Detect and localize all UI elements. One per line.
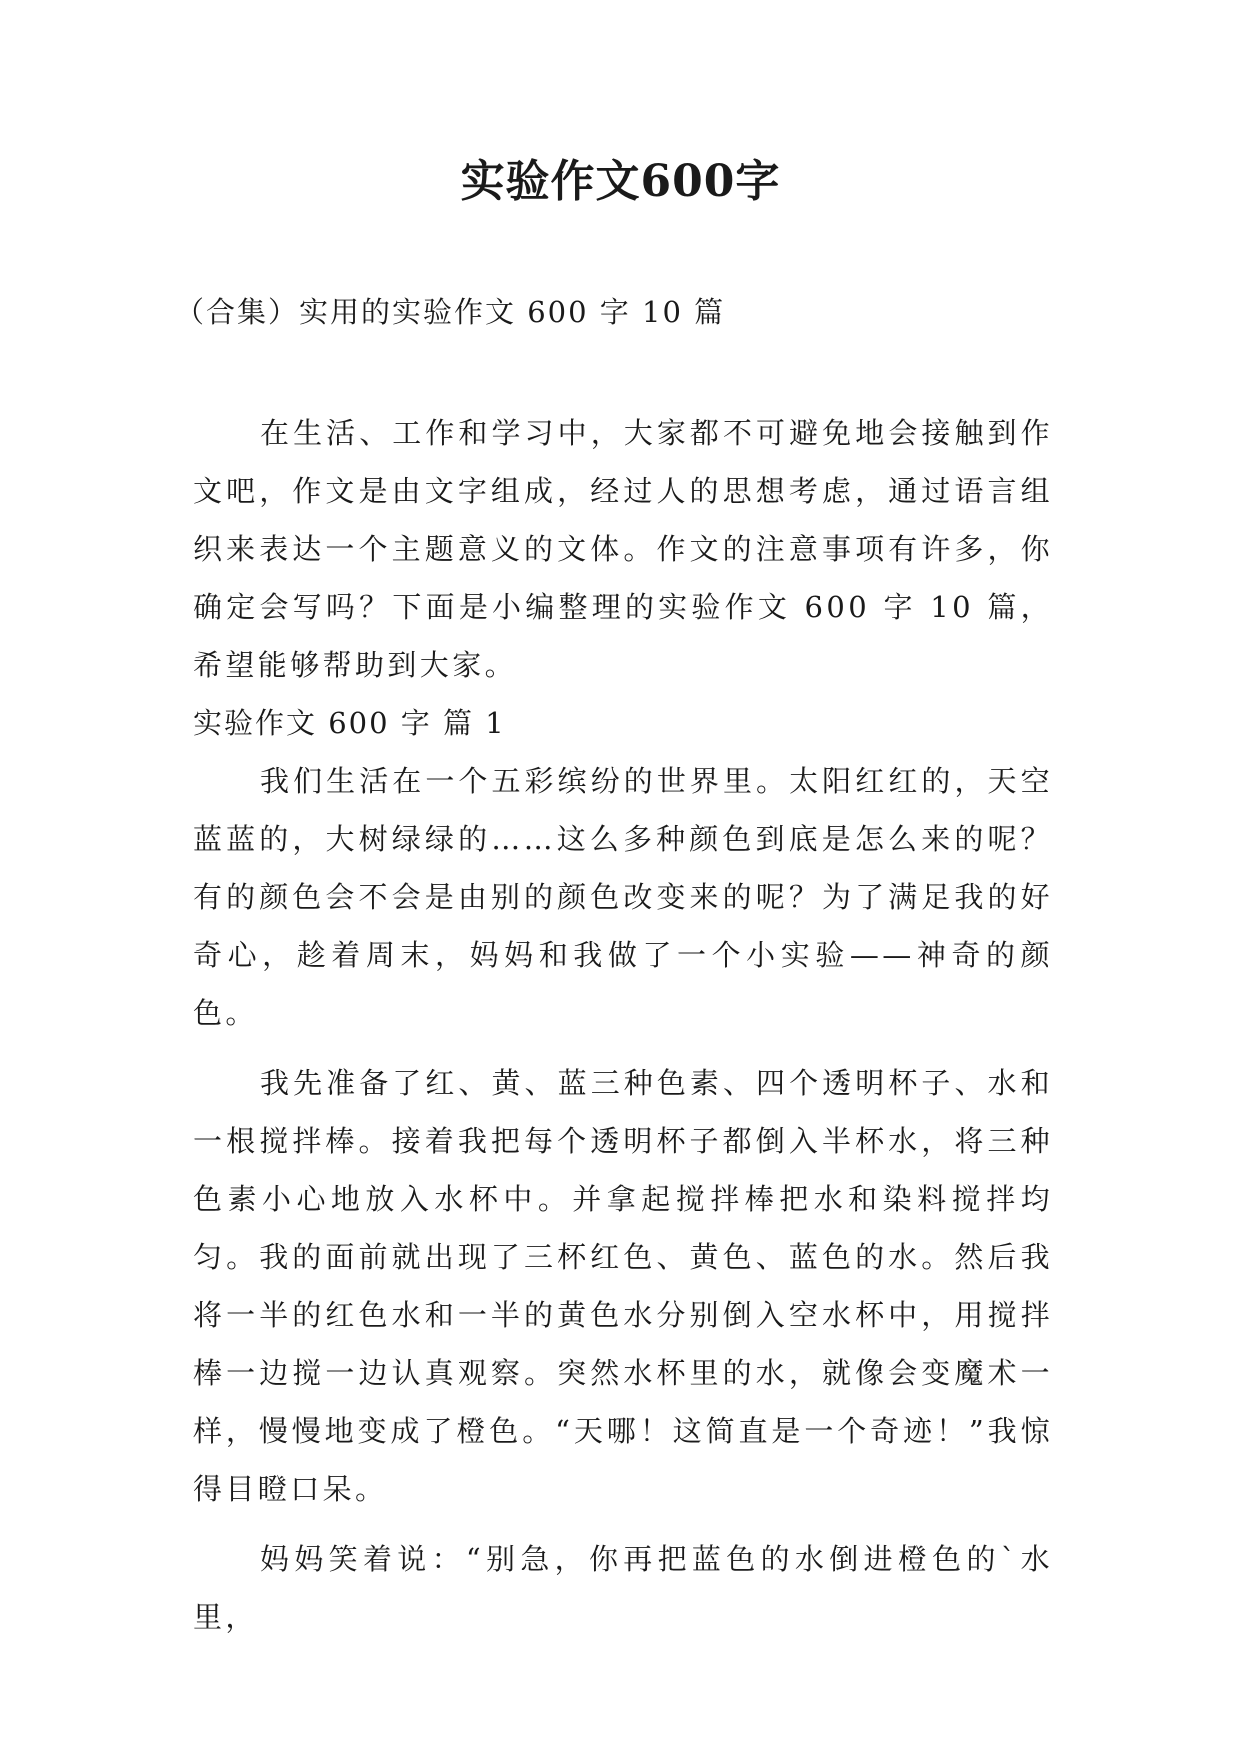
body-paragraph: 妈妈笑着说：“别急，你再把蓝色的水倒进橙色的`水里， — [193, 1542, 1053, 1634]
intro-paragraph: 在生活、工作和学习中，大家都不可避免地会接触到作文吧，作文是由文字组成，经过人的思想考虑，通过语言组织来表达一个主题意义的文体。作文的注意事项有许多，你确定会写吗？下面是小编整理的实验作文 600 字 10 篇，希望能够帮助到大家。 — [193, 416, 1053, 682]
body-paragraph: 我们生活在一个五彩缤纷的世界里。太阳红红的，天空蓝蓝的，大树绿绿的……这么多种颜色到底是怎么来的呢？有的颜色会不会是由别的颜色改变来的呢？为了满足我的好奇心，趁着周末，妈妈和我做了一个小实验——神奇的颜色。 — [193, 764, 1053, 1030]
document-body — [193, 404, 1053, 1646]
document-subtitle: （合集）实用的实验作文 600 字 10 篇 — [175, 295, 726, 329]
body-paragraph: 我先准备了红、黄、蓝三种色素、四个透明杯子、水和一根搅拌棒。接着我把每个透明杯子都倒入半杯水，将三种色素小心地放入水杯中。并拿起搅拌棒把水和染料搅拌均匀。我的面前就出现了三杯红色、黄色、蓝色的水。然后我将一半的红色水和一半的黄色水分别倒入空水杯中，用搅拌棒一边搅一边认真观察。突然水杯里的水，就像会变魔术一样，慢慢地变成了橙色。“天哪！这简直是一个奇迹！”我惊得目瞪口呆。 — [193, 1066, 1053, 1506]
section-title: 实验作文 600 字 篇 1 — [193, 706, 506, 740]
document-title: 实验作文600字 — [460, 156, 781, 207]
